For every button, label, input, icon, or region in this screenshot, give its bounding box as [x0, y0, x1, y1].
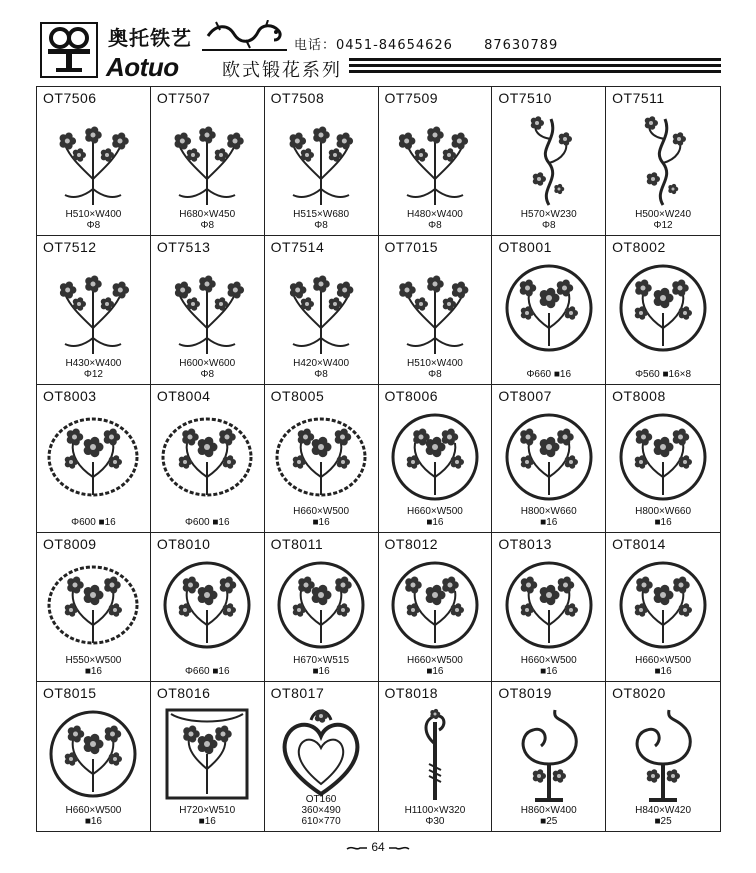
product-cell: [379, 533, 493, 682]
product-code: OT7513: [156, 238, 211, 255]
product-cell: [606, 87, 720, 236]
spec-line: H510×W400: [406, 357, 463, 369]
product-spec: [379, 655, 492, 677]
spec-line: H510×W400: [65, 208, 122, 220]
wrought-iron-product-image: [157, 555, 257, 655]
spec-line: Φ8: [541, 219, 556, 231]
product-cell: [606, 385, 720, 534]
swirl-right-icon: [388, 843, 410, 853]
product-code: OT7506: [43, 90, 97, 106]
spec-line: Φ600 ■16: [71, 517, 116, 529]
wrought-iron-product-image: [271, 407, 371, 507]
wrought-iron-product-image: [385, 407, 485, 507]
product-spec: [151, 805, 264, 827]
wrought-iron-product-image: [271, 555, 371, 655]
spec-line: 360×490: [301, 805, 341, 816]
product-code: OT8019: [498, 685, 552, 702]
product-spec: [151, 517, 264, 528]
spec-line: Φ12: [653, 219, 673, 231]
product-code: OT8006: [384, 387, 439, 404]
phone-number: 电话：0451-84654626: [294, 38, 453, 53]
product-cell: [379, 236, 493, 385]
spec-line: H660×W500: [635, 655, 692, 667]
product-code: OT8015: [43, 685, 97, 702]
wrought-iron-product-image: [157, 704, 257, 804]
product-code: OT7508: [270, 90, 325, 106]
spec-line: Φ8: [200, 219, 215, 231]
product-cell: [265, 236, 379, 385]
page-footer: [0, 840, 756, 854]
product-code: OT8014: [612, 536, 666, 553]
wrought-iron-product-image: [43, 109, 143, 209]
product-code: OT7511: [612, 90, 665, 106]
brand-name-english: Aotuo: [106, 52, 179, 82]
wrought-iron-product-image: [271, 109, 371, 209]
wrought-iron-product-image: [43, 258, 143, 358]
product-cell: [37, 87, 151, 236]
product-spec: [379, 209, 492, 231]
spec-line: Φ8: [428, 368, 442, 380]
product-cell: [151, 682, 265, 831]
product-spec: [37, 655, 150, 677]
product-code: OT8016: [156, 685, 211, 702]
spec-line: H840×W420: [635, 805, 692, 816]
header-rule: [202, 49, 287, 51]
product-code: OT7015: [384, 238, 439, 255]
wrought-iron-product-image: [157, 407, 257, 507]
product-code: OT8007: [498, 387, 552, 404]
spec-line: H670×W515: [293, 655, 350, 667]
product-spec: [265, 358, 378, 380]
spec-line: Φ8: [200, 368, 215, 380]
spec-line: H660×W500: [520, 655, 577, 667]
header-stripes: [349, 58, 721, 76]
spec-line: ■16: [654, 666, 672, 678]
spec-line: H680×W450: [179, 208, 236, 220]
wrought-iron-product-image: [43, 704, 143, 804]
product-cell: [492, 87, 606, 236]
product-spec: [37, 358, 150, 380]
product-cell: [37, 236, 151, 385]
brand-name-chinese: 奥托铁艺: [108, 26, 192, 50]
product-spec: [606, 655, 720, 677]
product-code: OT8008: [612, 387, 666, 404]
product-cell: [492, 682, 606, 831]
spec-line: Φ560 ■16×8: [635, 368, 692, 380]
product-code: OT8005: [270, 387, 325, 404]
wrought-iron-product-image: [385, 555, 485, 655]
spec-line: H1100×W320: [404, 805, 466, 816]
product-cell: [37, 533, 151, 682]
spec-line: H570×W230: [520, 208, 577, 220]
wrought-iron-product-image: [385, 109, 485, 209]
spec-line: ■16: [198, 816, 216, 827]
phone-number-alt: 87630789: [484, 38, 559, 53]
spec-line: ■16: [654, 517, 672, 529]
spec-line: 610×770: [301, 816, 341, 827]
spec-line: ■16: [426, 517, 444, 529]
spec-line: ■16: [312, 517, 330, 529]
product-cell: [492, 385, 606, 534]
spec-line: H720×W510: [179, 805, 236, 816]
product-cell: [492, 533, 606, 682]
wrought-iron-product-image: [499, 704, 599, 804]
product-cell: [37, 682, 151, 831]
spec-line: ■16: [312, 666, 330, 678]
spec-line: ■25: [654, 816, 672, 827]
spec-line: H420×W400: [293, 357, 350, 369]
product-code: OT8020: [612, 685, 666, 702]
product-spec: [151, 358, 264, 380]
spec-line: H660×W500: [406, 655, 463, 667]
wrought-iron-product-image: [385, 704, 485, 804]
product-spec: [606, 209, 720, 231]
product-spec: [492, 369, 605, 380]
spec-line: Φ8: [428, 219, 442, 231]
product-code: OT7512: [43, 238, 97, 255]
spec-line: H860×W400: [520, 805, 577, 816]
spec-line: Φ8: [86, 219, 101, 231]
contact-info: [294, 34, 584, 53]
product-spec: [379, 805, 492, 827]
product-code: OT7514: [270, 238, 325, 255]
product-cell: [265, 533, 379, 682]
product-cell: [606, 682, 720, 831]
product-spec: [151, 666, 264, 677]
wrought-iron-product-image: [499, 258, 599, 358]
product-spec: [492, 655, 605, 677]
wrought-iron-product-image: [499, 407, 599, 507]
spec-line: Φ30: [425, 816, 445, 827]
product-spec: [606, 506, 720, 528]
wrought-iron-product-image: [157, 258, 257, 358]
product-spec: [37, 805, 150, 827]
product-code: OT8010: [156, 536, 211, 553]
product-cell: [379, 682, 493, 831]
product-code: OT7510: [498, 90, 552, 106]
spec-line: H800×W660: [635, 506, 692, 518]
spec-line: Φ8: [314, 368, 328, 380]
spec-line: Φ12: [83, 368, 103, 380]
product-spec: [265, 655, 378, 677]
wrought-iron-product-image: [613, 109, 713, 209]
product-cell: [151, 87, 265, 236]
product-cell: [379, 385, 493, 534]
product-code: OT7509: [384, 90, 439, 106]
product-cell: [265, 385, 379, 534]
wrought-iron-product-image: [43, 407, 143, 507]
spec-line: ■16: [540, 666, 558, 678]
dragon-ornament-icon: [206, 20, 286, 50]
wrought-iron-product-image: [499, 555, 599, 655]
spec-line: H660×W500: [65, 805, 122, 816]
product-cell: [151, 533, 265, 682]
product-spec: [379, 506, 492, 528]
swirl-left-icon: [346, 843, 368, 853]
spec-line: H660×W500: [293, 506, 350, 518]
spec-line: OT160: [305, 794, 337, 805]
wrought-iron-product-image: [613, 555, 713, 655]
catalog-header: [36, 14, 721, 80]
product-spec: [265, 794, 378, 827]
product-spec: [265, 209, 378, 231]
product-grid: [36, 86, 721, 832]
wrought-iron-product-image: [271, 258, 371, 358]
spec-line: H660×W500: [406, 506, 463, 518]
spec-line: H600×W600: [179, 357, 236, 369]
product-code: OT8017: [270, 685, 325, 702]
product-spec: [379, 358, 492, 380]
product-code: OT8003: [43, 387, 97, 404]
spec-line: H430×W400: [65, 357, 122, 369]
wrought-iron-product-image: [499, 109, 599, 209]
product-cell: [151, 385, 265, 534]
wrought-iron-product-image: [613, 407, 713, 507]
wrought-iron-product-image: [613, 258, 713, 358]
product-code: OT8011: [270, 536, 324, 553]
product-code: OT8012: [384, 536, 439, 553]
spec-line: ■16: [84, 816, 102, 827]
product-cell: [492, 236, 606, 385]
spec-line: ■16: [84, 666, 102, 678]
product-spec: [492, 506, 605, 528]
product-cell: [265, 87, 379, 236]
product-code: OT8004: [156, 387, 211, 404]
product-code: OT8001: [498, 238, 552, 255]
spec-line: ■16: [426, 666, 444, 678]
product-spec: [492, 805, 605, 827]
product-code: OT8018: [384, 685, 439, 702]
product-code: OT7507: [156, 90, 211, 106]
product-cell: [151, 236, 265, 385]
product-spec: [492, 209, 605, 231]
spec-line: ■25: [540, 816, 558, 827]
spec-line: H480×W400: [406, 208, 463, 220]
wrought-iron-product-image: [385, 258, 485, 358]
product-cell: [606, 533, 720, 682]
product-spec: [151, 209, 264, 231]
product-cell: [265, 682, 379, 831]
product-spec: [606, 805, 720, 827]
spec-line: H515×W680: [293, 208, 350, 220]
page-number: 64: [371, 840, 385, 854]
product-cell: [606, 236, 720, 385]
product-spec: [37, 209, 150, 231]
product-spec: [37, 517, 150, 528]
series-title: 欧式锻花系列: [222, 60, 342, 81]
product-cell: [37, 385, 151, 534]
spec-line: Φ600 ■16: [184, 517, 230, 529]
spec-line: H550×W500: [65, 655, 122, 667]
spec-line: Φ8: [314, 219, 328, 231]
product-code: OT8002: [612, 238, 666, 255]
spec-line: H800×W660: [520, 506, 577, 518]
product-code: OT8013: [498, 536, 552, 553]
spec-line: H500×W240: [635, 208, 692, 220]
product-cell: [379, 87, 493, 236]
spec-line: Φ660 ■16: [184, 666, 230, 678]
product-spec: [606, 369, 720, 380]
spec-line: Φ660 ■16: [526, 368, 572, 380]
product-spec: [265, 506, 378, 528]
wrought-iron-product-image: [43, 555, 143, 655]
spec-line: ■16: [540, 517, 558, 529]
wrought-iron-product-image: [613, 704, 713, 804]
product-code: OT8009: [43, 536, 97, 553]
aotuo-logo: [40, 22, 98, 78]
wrought-iron-product-image: [157, 109, 257, 209]
wrought-iron-product-image: [271, 704, 371, 804]
